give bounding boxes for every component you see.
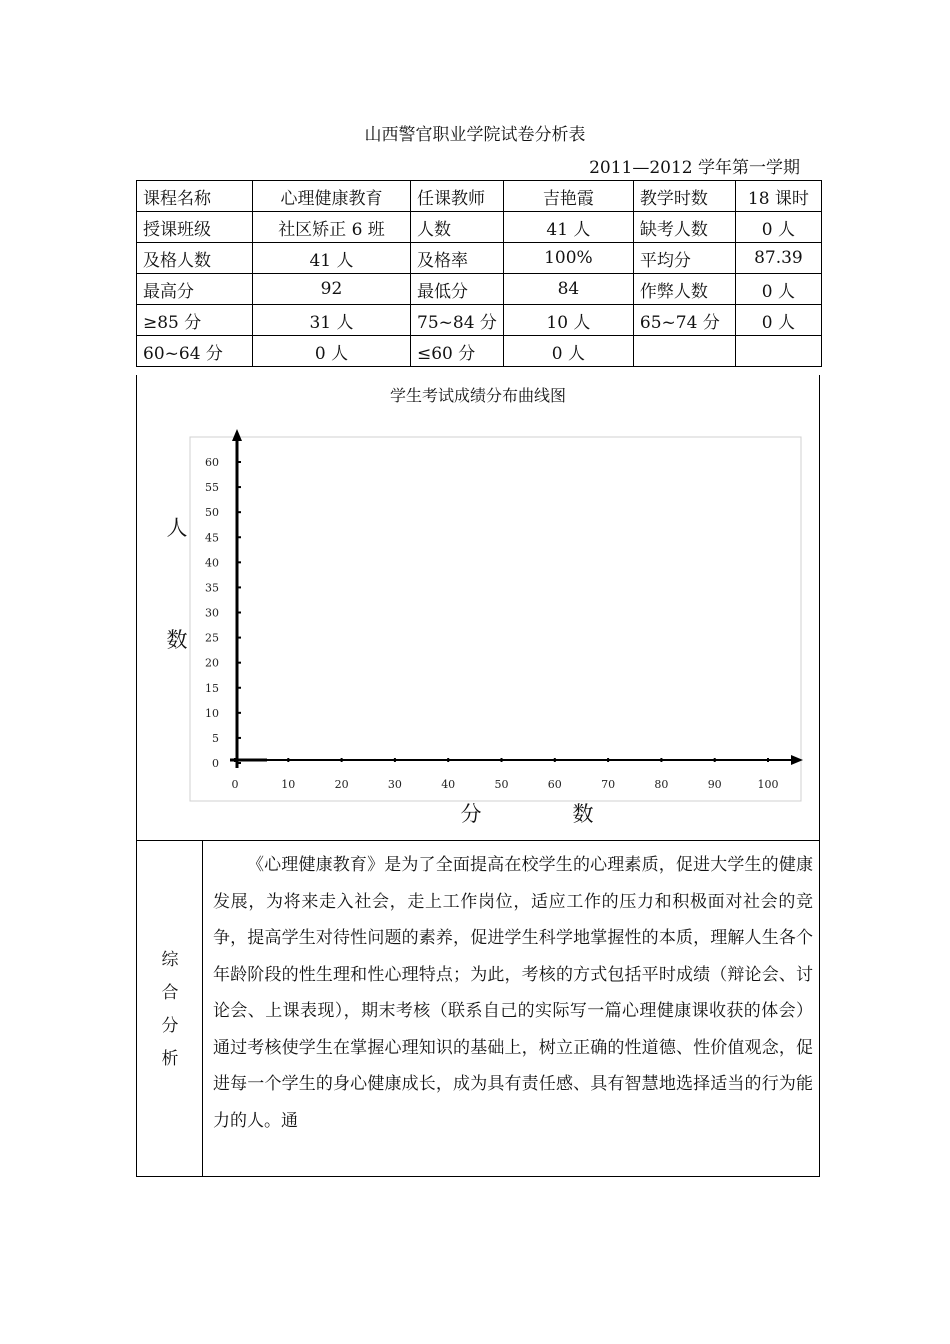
- y-tick-label: 35: [205, 581, 219, 595]
- exam-info-table: [136, 180, 822, 367]
- y-axis-arrow: [232, 429, 242, 441]
- y-tick-label: 20: [205, 656, 219, 670]
- field-value-cell: 心理健康教育: [253, 181, 411, 212]
- field-value-cell: 84: [503, 274, 633, 305]
- field-label-cell: 任课教师: [411, 181, 504, 212]
- x-axis-label-char: 分: [460, 802, 482, 826]
- table-row: [137, 243, 822, 274]
- field-value-cell: 社区矫正 6 班: [253, 212, 411, 243]
- field-value-cell: 18 课时: [735, 181, 821, 212]
- field-label-cell: 作弊人数: [633, 274, 735, 305]
- y-tick-label: 45: [205, 531, 219, 545]
- field-label-cell: 授课班级: [137, 212, 253, 243]
- y-tick-label: 30: [205, 606, 219, 620]
- field-label-cell: 65~74 分: [633, 305, 735, 336]
- analysis-label-char: 综: [161, 950, 179, 970]
- table-row: [137, 305, 822, 336]
- field-label-cell: 最高分: [137, 274, 253, 305]
- y-tick-label: 25: [205, 631, 219, 645]
- y-tick-label: 40: [205, 556, 219, 570]
- x-tick-label: 50: [494, 778, 509, 791]
- chart-title: 学生考试成绩分布曲线图: [389, 386, 566, 405]
- analysis-text: 《心理健康教育》是为了全面提高在校学生的心理素质，促进大学生的健康发展，为将来走入社会，走上工作岗位，适应工作的压力和积极面对社会的竞争，提高学生对待性问题的素养，促进学生科学地掌握性的本质，理解人生各个年龄阶段的性生理和性心理特点；为此，考核的方式包括平时成绩（辩论会、讨论会、上课表现），期末考核（联系自己的实际写一篇心理健康课收获的体会）通过考核使学生在掌握心理知识的基础上，树立正确的性道德、性价值观念，促进每一个学生的身心健康成长，成为具有责任感、具有智慧地选择适当的行为能力的人。通: [213, 855, 813, 1131]
- field-value-cell: 0 人: [253, 336, 411, 367]
- field-value-cell: 0 人: [735, 274, 821, 305]
- analysis-label: [137, 841, 203, 1176]
- field-label-cell: 教学时数: [633, 181, 735, 212]
- y-tick-label: 10: [205, 706, 219, 720]
- y-tick-label: 15: [205, 681, 219, 695]
- y-tick-label: 5: [212, 731, 219, 745]
- table-row: [137, 212, 822, 243]
- field-value-cell: [735, 336, 821, 367]
- y-tick-label: 50: [205, 506, 219, 520]
- field-label-cell: 60~64 分: [137, 336, 253, 367]
- x-tick-label: 0: [231, 778, 239, 791]
- plot-area-frame: [190, 437, 801, 801]
- field-value-cell: 10 人: [503, 305, 633, 336]
- x-tick-label: 70: [601, 778, 616, 791]
- field-value-cell: 吉艳霞: [503, 181, 633, 212]
- field-label-cell: 及格率: [411, 243, 504, 274]
- table-row: [137, 336, 822, 367]
- analysis-label-char: 析: [161, 1049, 179, 1069]
- y-axis-label-char: 数: [166, 628, 188, 652]
- table-row: [137, 274, 822, 305]
- field-label-cell: 最低分: [411, 274, 504, 305]
- x-axis-label-char: 数: [572, 802, 594, 826]
- distribution-chart: [137, 375, 819, 841]
- field-label-cell: 缺考人数: [633, 212, 735, 243]
- analysis-label-char: 分: [161, 1016, 179, 1036]
- field-value-cell: 0 人: [735, 305, 821, 336]
- semester-label: 2011—2012 学年第一学期: [589, 158, 800, 178]
- distribution-chart-panel: [136, 375, 820, 841]
- x-tick-label: 60: [547, 778, 562, 791]
- x-tick-label: 100: [757, 778, 779, 791]
- field-label-cell: 课程名称: [137, 181, 253, 212]
- x-tick-label: 90: [707, 778, 722, 791]
- y-axis-label-char: 人: [166, 516, 188, 540]
- x-tick-label: 20: [334, 778, 349, 791]
- x-tick-label: 80: [654, 778, 669, 791]
- field-label-cell: 及格人数: [137, 243, 253, 274]
- x-tick-label: 30: [387, 778, 402, 791]
- field-label-cell: ≤60 分: [411, 336, 504, 367]
- field-label-cell: 平均分: [633, 243, 735, 274]
- x-tick-label: 40: [441, 778, 456, 791]
- field-label-cell: 人数: [411, 212, 504, 243]
- field-value-cell: 92: [253, 274, 411, 305]
- table-row: [137, 181, 822, 212]
- field-value-cell: 41 人: [503, 212, 633, 243]
- field-value-cell: 0 人: [503, 336, 633, 367]
- y-tick-label: 60: [205, 456, 219, 469]
- field-value-cell: 87.39: [735, 243, 821, 274]
- page-title: 山西警官职业学院试卷分析表: [364, 125, 586, 145]
- x-tick-label: 10: [281, 778, 296, 791]
- field-value-cell: 0 人: [735, 212, 821, 243]
- field-value-cell: 100%: [503, 243, 633, 274]
- field-value-cell: 31 人: [253, 305, 411, 336]
- y-tick-label: 55: [205, 481, 219, 495]
- field-value-cell: 41 人: [253, 243, 411, 274]
- field-label-cell: ≥85 分: [137, 305, 253, 336]
- analysis-section: [136, 840, 820, 1177]
- analysis-label-char: 合: [161, 983, 179, 1003]
- field-label-cell: [633, 336, 735, 367]
- y-tick-label: 0: [212, 757, 219, 770]
- field-label-cell: 75~84 分: [411, 305, 504, 336]
